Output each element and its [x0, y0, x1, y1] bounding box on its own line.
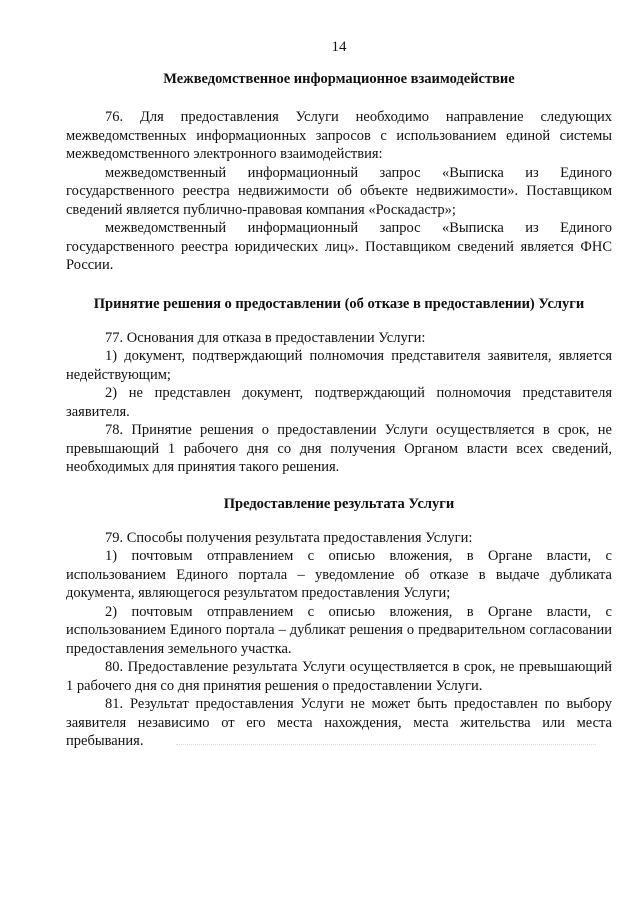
paragraph-78: 78. Принятие решения о предоставлении Услуги осуществляется в срок, не превышающий 1 рабочего дня со дня получения Органом власти всех сведений, необходимых для принятия такого решения.: [66, 422, 612, 475]
section-interagency-interaction: [66, 70, 612, 275]
paragraph-79-item-1: 1) почтовым отправлением с описью вложения, в Органе власти, с использованием Единого портала – уведомление об отказе в выдаче дубликата документа, являющегося результатом предоставления Услуги;: [66, 548, 612, 601]
paragraph-76: 76. Для предоставления Услуги необходимо направление следующих межведомственных информационных запросов с использованием единой системы межведомственного электронного взаимодействия:: [66, 109, 612, 162]
paragraph-77-item-2: 2) не представлен документ, подтверждающий полномочия представителя заявителя.: [66, 385, 612, 420]
page-number: 14: [331, 39, 347, 55]
paragraph-80: 80. Предоставление результата Услуги осуществляется в срок, не превышающий 1 рабочего дня со дня принятия решения о предоставлении Услуги.: [66, 659, 612, 694]
section-result: [66, 495, 612, 751]
paragraph-77: 77. Основания для отказа в предоставлении Услуги:: [105, 329, 426, 346]
paragraph-request-legal-entities: межведомственный информационный запрос «Выписка из Единого государственного реестра юридических лиц». Поставщиком сведений является ФНС России.: [66, 220, 612, 273]
section-heading: Межведомственное информационное взаимодействие: [163, 71, 515, 87]
paragraph-79: 79. Способы получения результата предоставления Услуги:: [105, 529, 473, 546]
paragraph-request-real-estate: межведомственный информационный запрос «Выписка из Единого государственного реестра недвижимости об объекте недвижимости». Поставщиком сведений является публично-правовая компания «Роскадастр»;: [66, 164, 612, 218]
paragraph-81: 81. Результат предоставления Услуги не может быть предоставлен по выбору заявителя независимо от его места нахождения, места жительства или места пребывания.: [66, 696, 612, 749]
section-heading: Предоставление результата Услуги: [223, 495, 455, 512]
paragraph-79-item-2: 2) почтовым отправлением с описью вложения, в Органе власти, с использованием Единого портала – дубликат решения о предварительном согласовании предоставления земельного участка.: [66, 603, 612, 657]
scan-artifact-dots: [176, 744, 596, 747]
section-decision: [66, 295, 612, 477]
section-heading: Принятие решения о предоставлении (об отказе в предоставлении) Услуги: [93, 295, 585, 312]
paragraph-77-item-1: 1) документ, подтверждающий полномочия представителя заявителя, является недействующим;: [66, 348, 612, 383]
